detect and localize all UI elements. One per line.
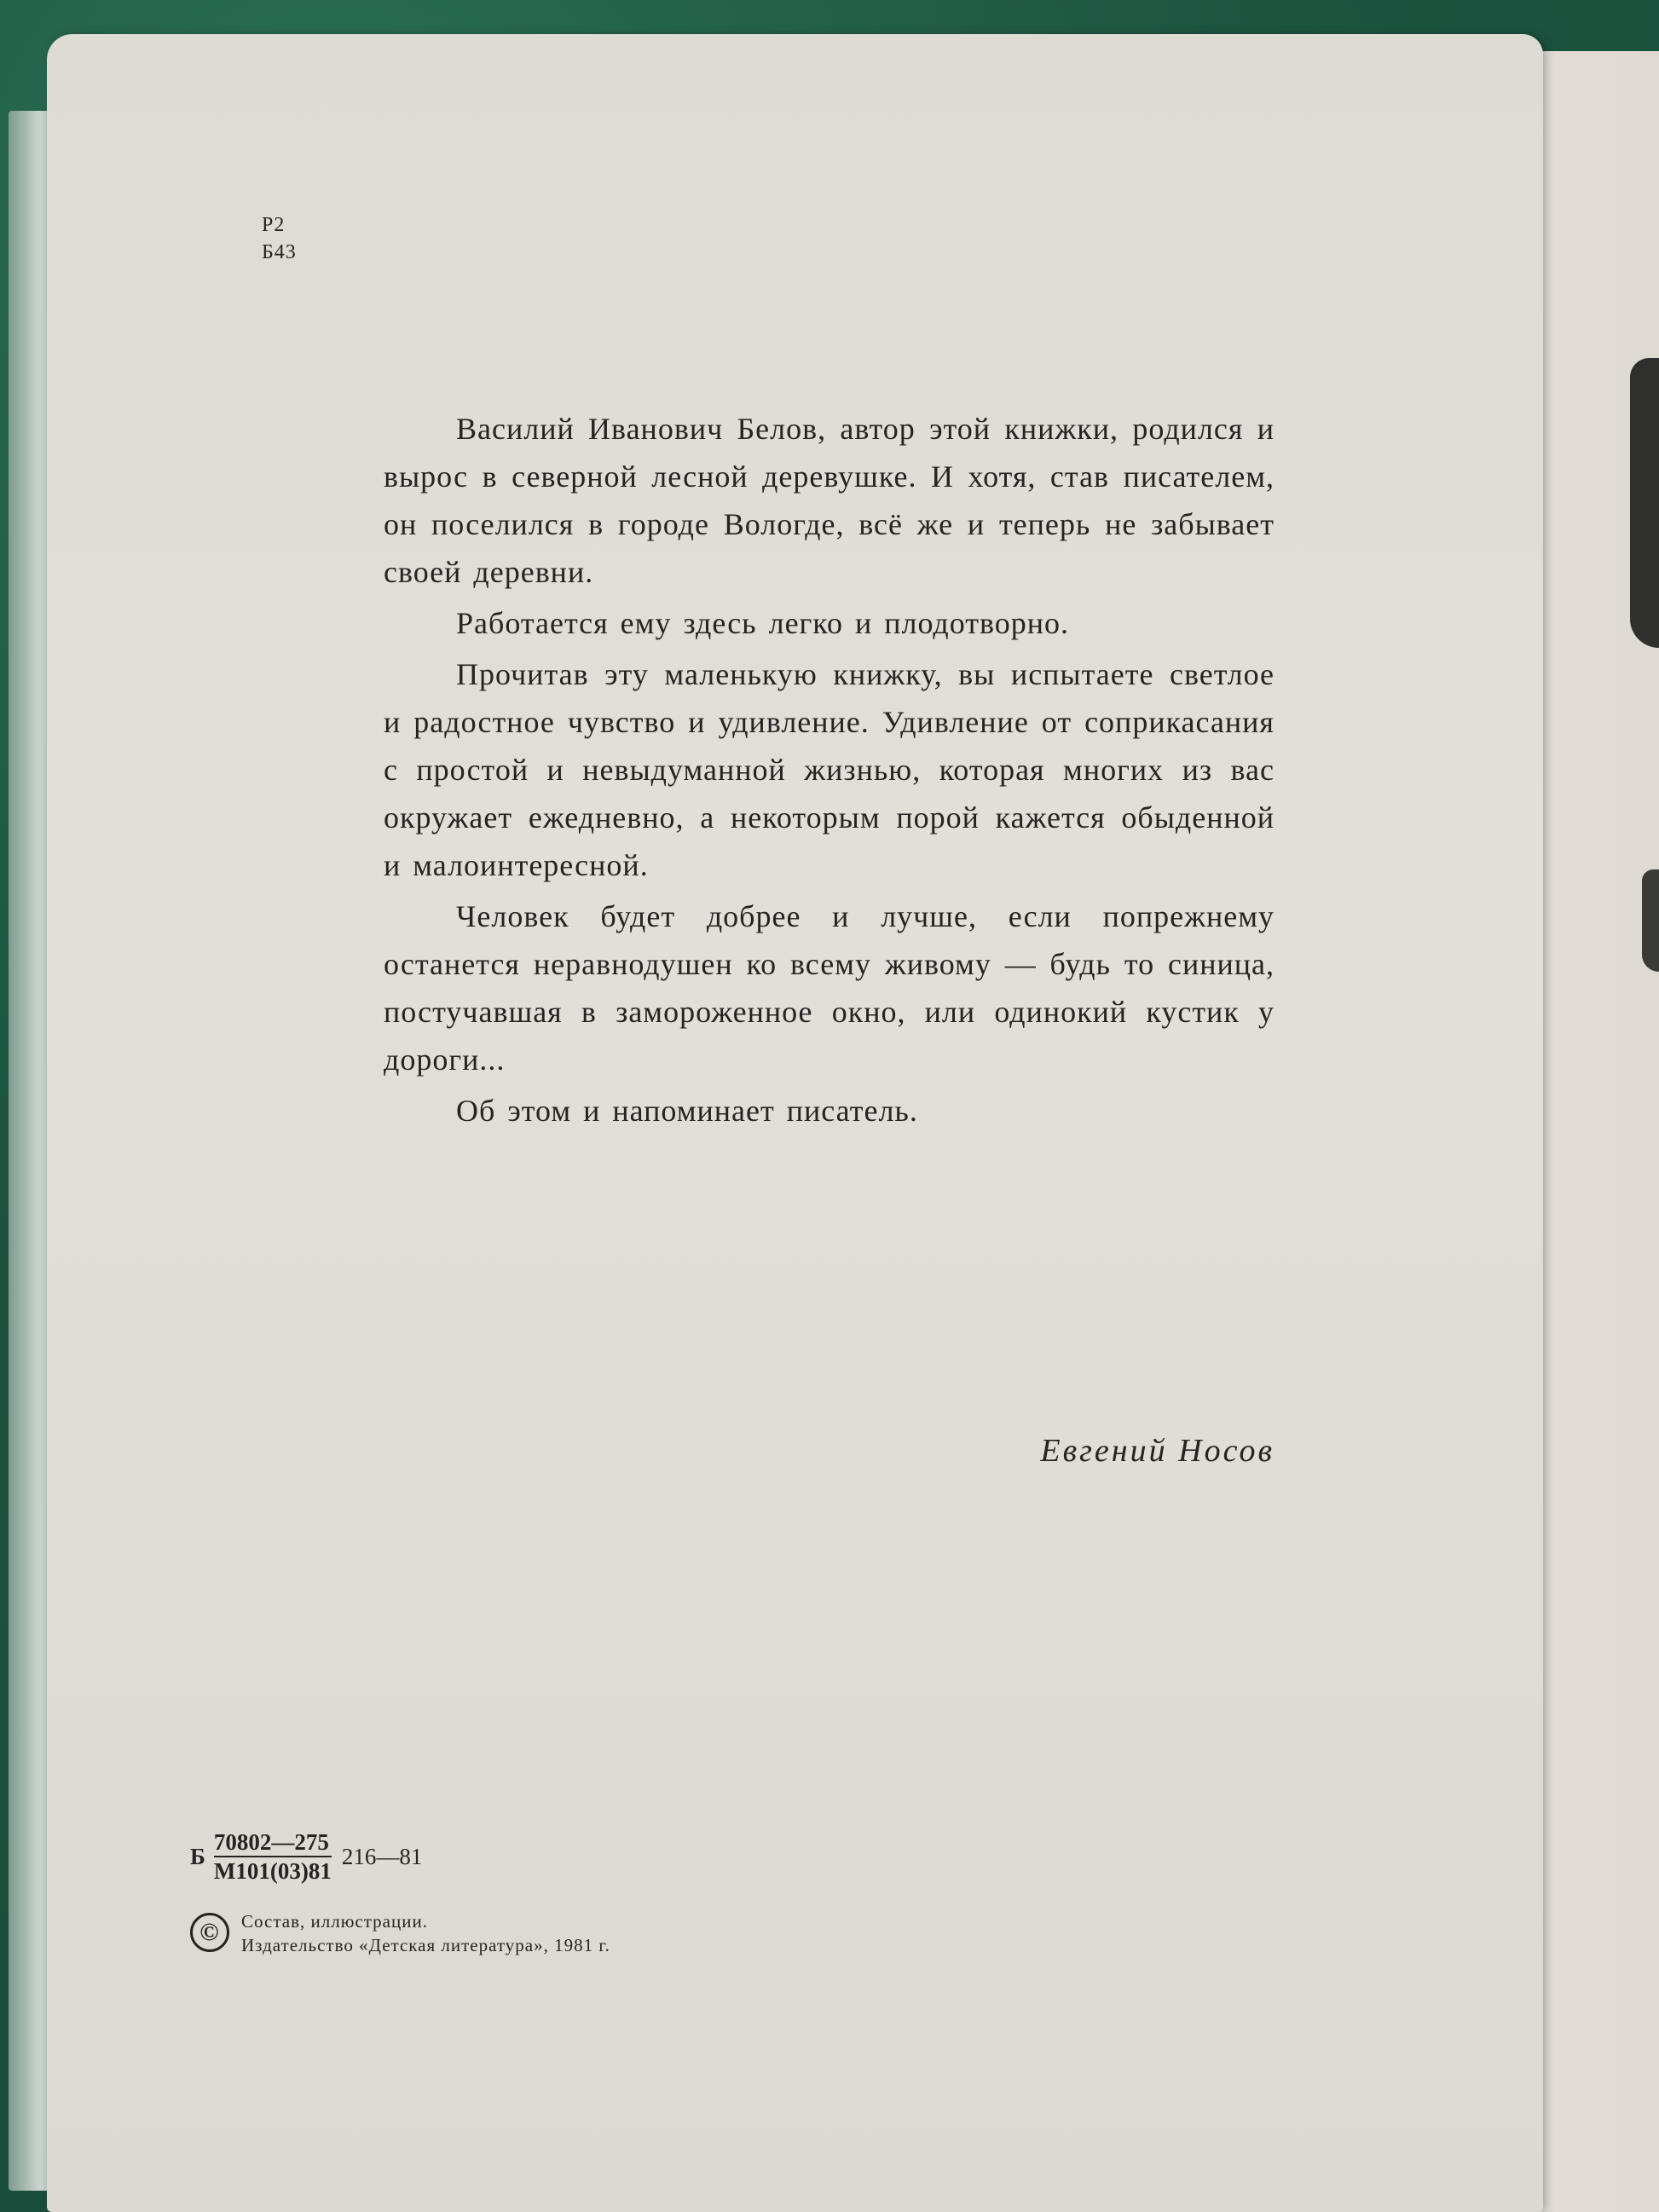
copyright-lines (241, 1909, 610, 1957)
foreword-text (384, 405, 1275, 1138)
paragraph: Василий Иванович Белов, автор этой книжки, родился и вырос в северной лесной деревушке. И хотя, став писателем, он поселился в городе Вологде, всё же и теперь не забывает своей деревни. (384, 412, 1275, 589)
paragraph: Об этом и напоминает писатель. (456, 1094, 918, 1128)
library-index-codes (262, 211, 297, 266)
index-code: Р2 (262, 214, 286, 236)
paragraph: Работается ему здесь легко и плодотворно. (456, 606, 1070, 640)
copyright-icon: © (190, 1913, 229, 1952)
biblio-numerator: 70802—275 (214, 1828, 332, 1857)
paragraph: Человек будет добрее и лучше, если попрежнему останется неравнодушен ко всему живому — будь то синица, постучавшая в замороженное окно, или одинокий кустик у дороги... (384, 899, 1275, 1077)
author-signature: Евгений Носов (1040, 1433, 1275, 1469)
copyright-line: Состав, иллюстрации. (241, 1911, 428, 1932)
biblio-fraction (214, 1828, 332, 1885)
facing-page-illustration (1630, 358, 1659, 648)
biblio-suffix: 216—81 (341, 1843, 423, 1869)
biblio-denominator: М101(03)81 (213, 1858, 332, 1884)
bibliographic-code (190, 1828, 422, 1885)
copyright-notice (190, 1909, 610, 1957)
copyright-line: Издательство «Детская литература», 1981 г. (241, 1935, 610, 1955)
biblio-letter: Б (190, 1843, 205, 1869)
paragraph: Прочитав эту маленькую книжку, вы испытаете светлое и радостное чувство и удивление. Удивление от соприкасания с простой и невыдуманной жизнью, которая многих из вас окружает ежедневно, а некоторым порой кажется обыденной и малоинтересной. (384, 657, 1275, 882)
index-code: Б43 (262, 241, 297, 263)
book-page (47, 34, 1543, 2212)
facing-page-illustration-fragment (1642, 869, 1659, 972)
